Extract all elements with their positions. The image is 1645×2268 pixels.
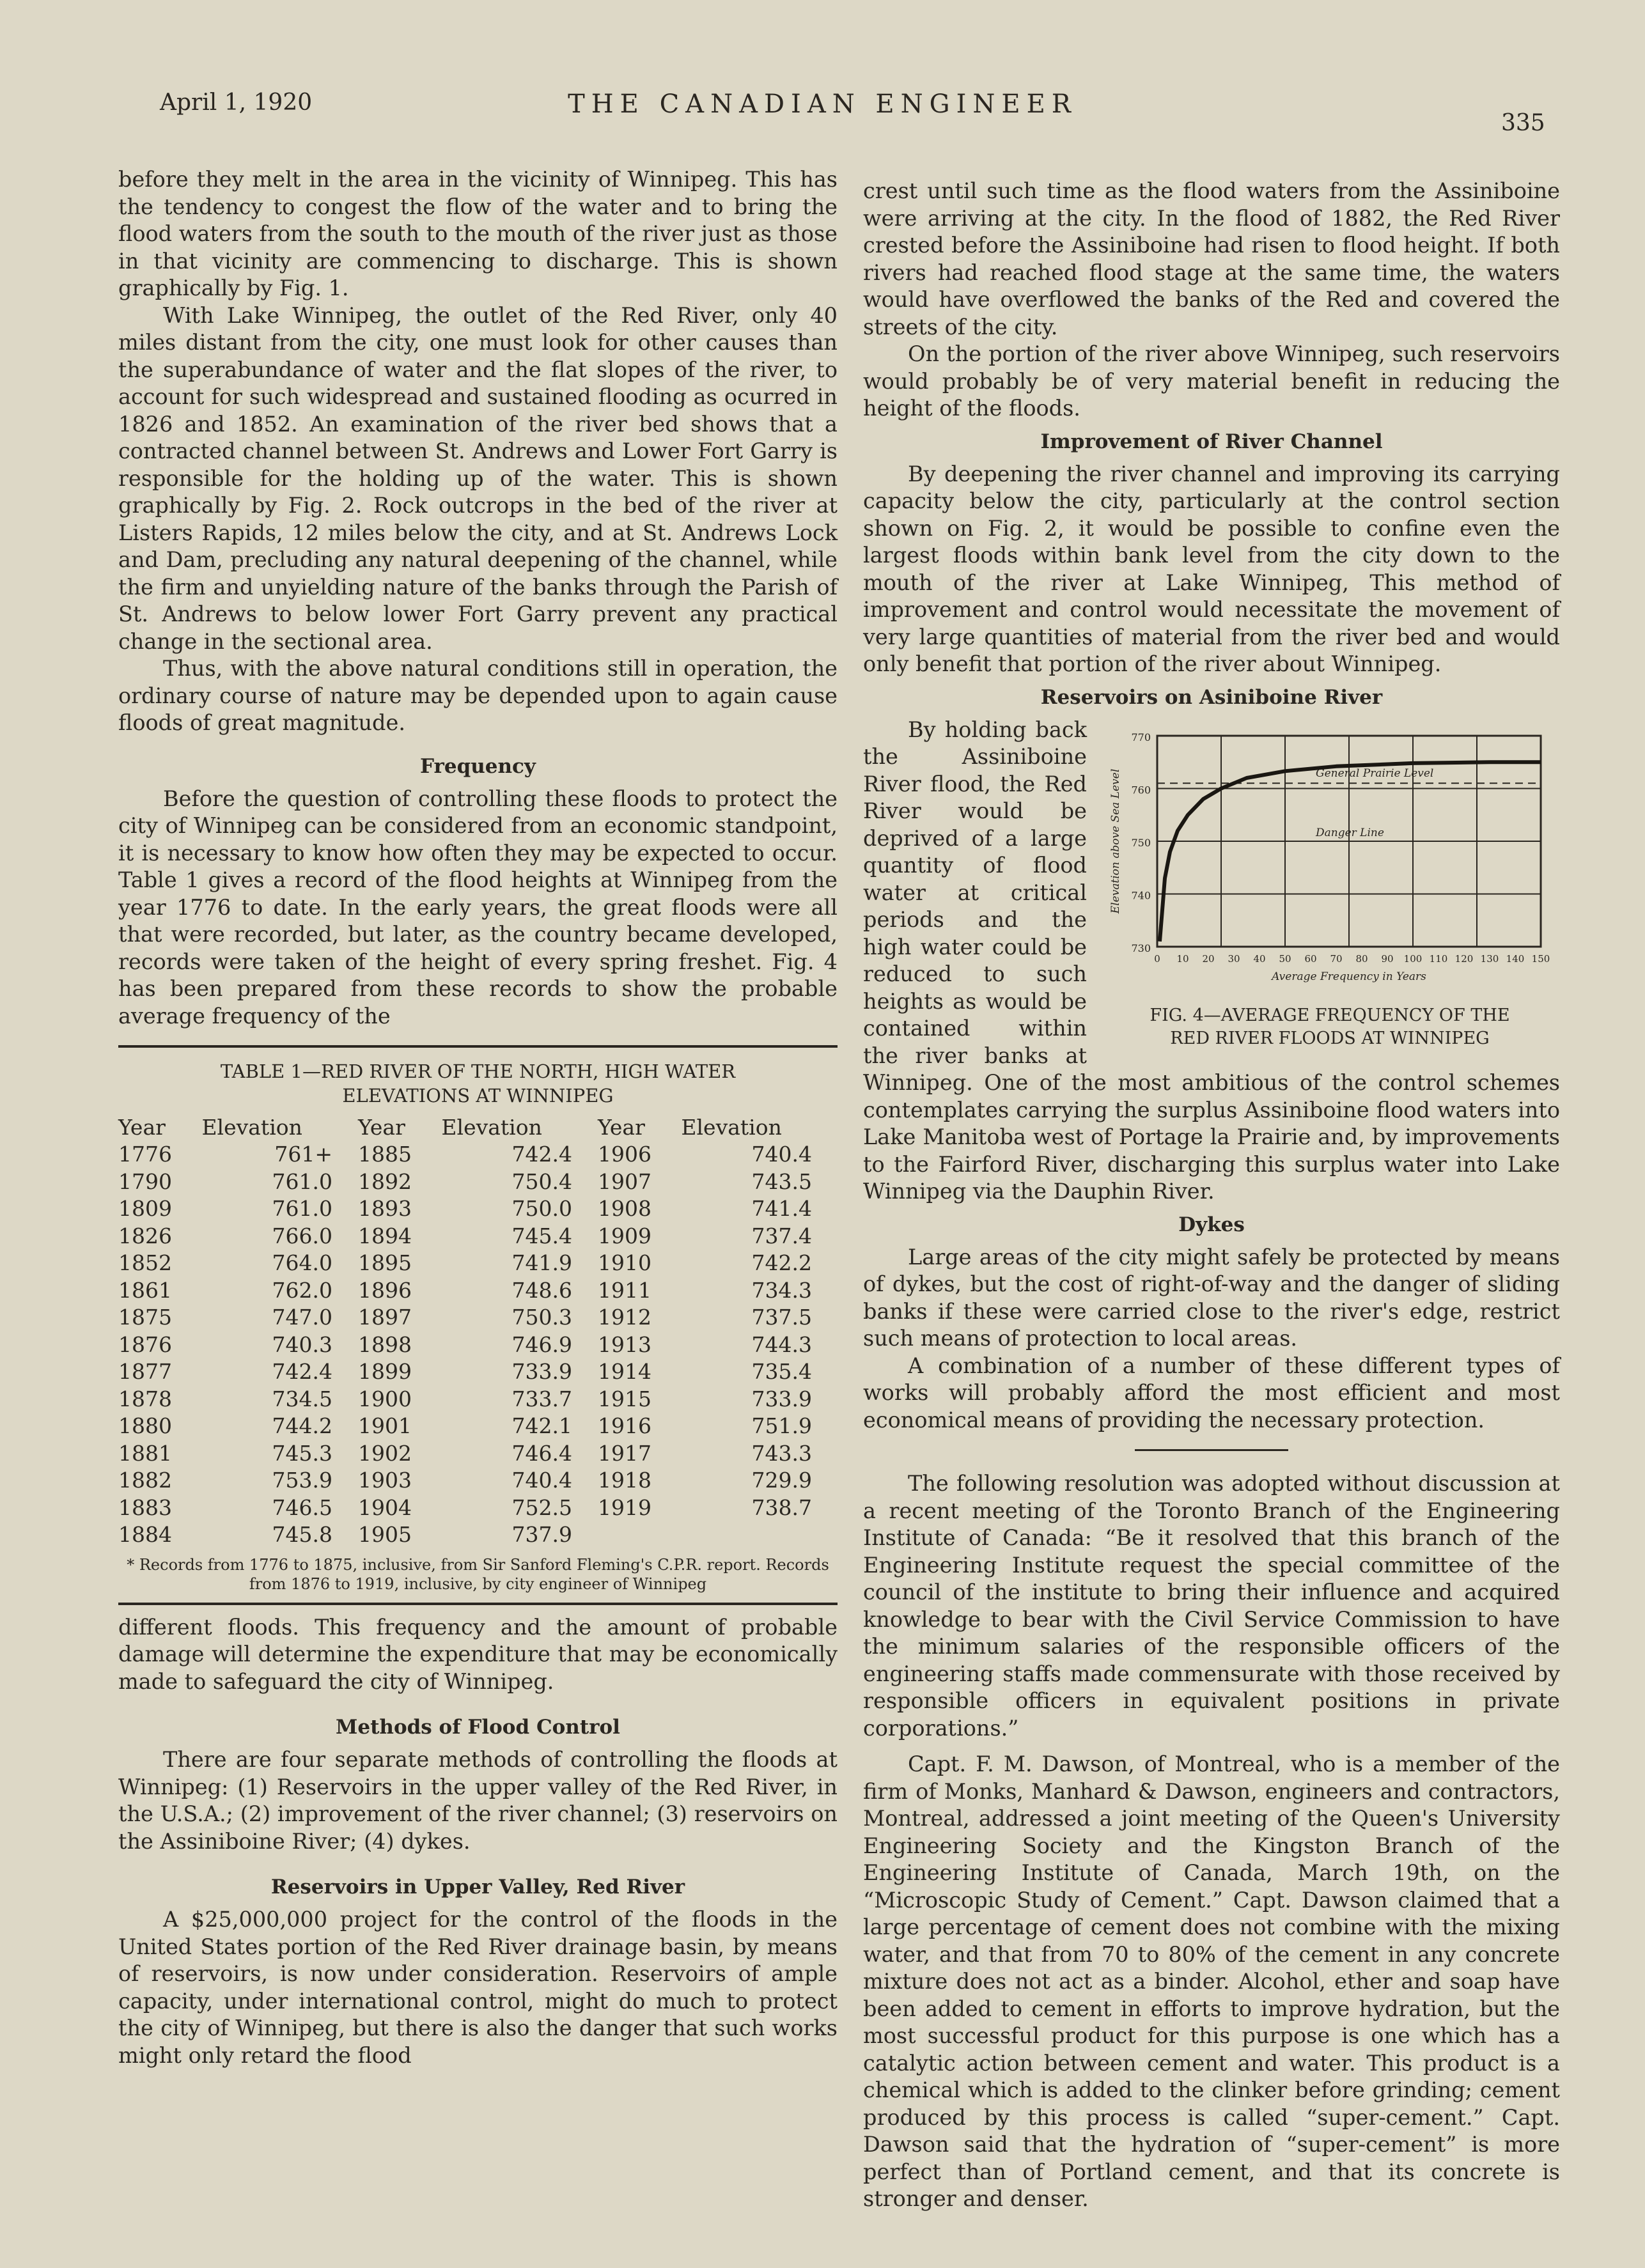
- year-cell: 1875: [118, 1305, 172, 1330]
- year-cell: 1861: [118, 1277, 172, 1303]
- y-tick-label: 760: [1131, 784, 1151, 796]
- year-cell: 1897: [357, 1305, 412, 1330]
- paragraph: There are four separate methods of controlling the floods at Winnipeg: (1) Reservoirs in the upper valley of the Red River, in the U.S.A.; (2) improvement of the river channel; (3) reservoirs on the Assiniboine River; (4) dykes.: [118, 1747, 838, 1854]
- elevation-cell: 751.9: [751, 1413, 812, 1438]
- elevation-cell: 750.0: [511, 1196, 572, 1221]
- elevation-cell: 743.3: [751, 1440, 812, 1466]
- section-heading: Methods of Flood Control: [336, 1716, 620, 1739]
- table-row: [118, 1358, 838, 1386]
- paragraph: Thus, with the above natural conditions still in operation, the ordinary course of nature may be depended upon to again cause floods of great magnitude.: [118, 656, 838, 735]
- year-cell: 1883: [118, 1495, 172, 1520]
- elevation-cell: 738.7: [751, 1495, 812, 1520]
- elevation-cell: 743.5: [751, 1169, 812, 1194]
- table-header-row: [118, 1114, 838, 1141]
- elevation-cell: 740.4: [751, 1142, 812, 1167]
- year-cell: 1893: [357, 1196, 412, 1221]
- year-cell: 1904: [357, 1495, 412, 1520]
- x-tick-label: 110: [1429, 952, 1448, 965]
- year-cell: 1903: [357, 1468, 412, 1493]
- table-title-line: TABLE 1—RED RIVER OF THE NORTH, HIGH WATER: [220, 1060, 736, 1082]
- year-cell: 1905: [357, 1522, 412, 1547]
- elevation-cell: 737.9: [511, 1522, 572, 1547]
- paragraph: The following resolution was adopted without discussion at a recent meeting of the Toronto Branch of the Engineering Institute of Canada: “Be it resolved that this branch of the Engineering Institute request the special committee of the council of the institute to bring their influence and acquired knowledge to bear with the Civil Service Commission to have the minimum salaries of the responsible officers of the engineering staffs made commensurate with those received by responsible officers in equivalent positions in private corporations.”: [863, 1471, 1560, 1741]
- paragraph: before they melt in the area in the vicinity of Winnipeg. This has the tendency to congest the flow of the water and to bring the flood waters from the south to the mouth of the river just as those in that vicinity are commencing to discharge. This is shown graphically by Fig. 1.: [118, 167, 838, 300]
- x-tick-label: 50: [1279, 952, 1291, 965]
- year-cell: 1916: [597, 1413, 651, 1438]
- paragraph: Capt. F. M. Dawson, of Montreal, who is a member of the firm of Monks, Manhard & Dawson, engineers and contractors, Montreal, addressed a joint meeting of the Queen's University Engineering Society and the Kingston Branch of the Engineering Institute of Canada, March 19th, on the “Microscopic Study of Cement.” Capt. Dawson claimed that a large percentage of cement does not combine with the mixing water, and that from 70 to 80% of the cement in any concrete mixture does not act as a binder. Alcohol, ether and soap have been added to cement in efforts to improve hydration, but the most successful product for this purpose is one which has a catalytic action between cement and water. This product is a chemical which is added to the clinker before grinding; cement produced by this process is called “super-cement.” Capt. Dawson said that the hydration of “super-cement” is more perfect than of Portland cement, and that its concrete is stronger and denser.: [863, 1751, 1560, 2211]
- table-row: [118, 1169, 838, 1196]
- year-cell: 1915: [597, 1386, 651, 1411]
- elevation-cell: 761.0: [272, 1196, 332, 1221]
- y-tick-label: 740: [1131, 889, 1151, 901]
- x-tick-label: 100: [1403, 952, 1423, 965]
- paragraph: Large areas of the city might safely be protected by means of dykes, but the cost of right-of-way and the danger of sliding banks if these were carried close to the river's edge, restrict such means of protection to local areas.: [863, 1244, 1560, 1351]
- year-cell: 1894: [357, 1223, 412, 1248]
- paragraph: different floods. This frequency and the amount of probable damage will determine the expenditure that may be economically made to safeguard the city of Winnipeg.: [118, 1614, 838, 1694]
- table-rule-bottom: [118, 1603, 838, 1605]
- page-number: 335: [1501, 110, 1545, 136]
- table-row: [118, 1521, 838, 1549]
- year-cell: 1852: [118, 1250, 172, 1275]
- caption-line: FIG. 4—AVERAGE FREQUENCY OF THE: [1150, 1006, 1510, 1025]
- year-cell: 1876: [118, 1332, 172, 1357]
- year-cell: 1912: [597, 1305, 651, 1330]
- table-row: [118, 1495, 838, 1522]
- year-cell: 1880: [118, 1413, 172, 1438]
- col-year: Year: [357, 1115, 405, 1140]
- figure-4: [1100, 723, 1560, 1051]
- section-heading: Dykes: [1178, 1213, 1245, 1236]
- year-cell: 1911: [597, 1277, 651, 1303]
- paragraph: Before the question of controlling these floods to protect the city of Winnipeg can be considered from an economic standpoint, it is necessary to know how often they may be expected to occur. Table 1 gives a record of the flood heights at Winnipeg from the year 1776 to date. In the early years, the great floods were all that were recorded, but later, as the country became developed, records were taken of the height of every spring freshet. Fig. 4 has been prepared from these records to show the probable average frequency of the: [118, 786, 838, 1029]
- elevation-cell: 737.5: [751, 1305, 812, 1330]
- year-cell: 1908: [597, 1196, 651, 1221]
- elevation-cell: 742.2: [751, 1250, 812, 1275]
- col-year: Year: [597, 1115, 645, 1140]
- table-title: [118, 1059, 838, 1108]
- elevation-cell: 734.5: [272, 1386, 332, 1411]
- elevation-cell: 753.9: [272, 1468, 332, 1493]
- table-note: * Records from 1776 to 1875, inclusive, from Sir Sanford Fleming's C.P.R. report. Records from 1876 to 1919, inclusive, by city engineer of Winnipeg: [127, 1555, 829, 1593]
- elevation-cell: 745.4: [511, 1223, 572, 1248]
- x-tick-label: 10: [1176, 952, 1189, 965]
- year-cell: 1907: [597, 1169, 651, 1194]
- elevation-cell: 740.4: [511, 1468, 572, 1493]
- year-cell: 1826: [118, 1223, 172, 1248]
- x-tick-label: 150: [1531, 952, 1550, 965]
- x-tick-label: 90: [1381, 952, 1394, 965]
- y-tick-label: 770: [1131, 731, 1151, 743]
- year-cell: 1919: [597, 1495, 651, 1520]
- year-cell: 1900: [357, 1386, 412, 1411]
- x-tick-label: 120: [1454, 952, 1474, 965]
- divider: [1135, 1449, 1288, 1451]
- elevation-cell: 761+: [274, 1142, 332, 1167]
- year-cell: 1885: [357, 1142, 412, 1167]
- x-tick-label: 0: [1154, 952, 1160, 965]
- elevation-cell: 746.4: [511, 1440, 572, 1466]
- elevation-cell: 735.4: [751, 1359, 812, 1384]
- paragraph: A $25,000,000 project for the control of the floods in the United States portion of the Red River drainage basin, by means of reservoirs, is now under consideration. Reservoirs of ample capacity, under international control, might do much to protect the city of Winnipeg, but there is also the danger that such works might only retard the flood: [118, 1907, 838, 2068]
- x-tick-label: 40: [1253, 952, 1266, 965]
- paragraph: crest until such time as the flood waters from the Assiniboine were arriving at the city. In the flood of 1882, the Red River crested before the Assiniboine had risen to flood height. If both rivers had reached flood stage at the same time, the waters would have overflowed the banks of the Red and covered the streets of the city.: [863, 178, 1560, 339]
- elevation-cell: 733.9: [511, 1359, 572, 1384]
- table-row: [118, 1386, 838, 1413]
- elevation-cell: 747.0: [272, 1305, 332, 1330]
- elevation-cell: 748.6: [511, 1277, 572, 1303]
- year-cell: 1895: [357, 1250, 412, 1275]
- table-row: [118, 1440, 838, 1468]
- elevation-cell: 741.9: [511, 1250, 572, 1275]
- elevation-cell: 764.0: [272, 1250, 332, 1275]
- year-cell: 1790: [118, 1169, 172, 1194]
- year-cell: 1909: [597, 1223, 651, 1248]
- elevation-cell: 744.3: [751, 1332, 812, 1357]
- year-cell: 1906: [597, 1142, 651, 1167]
- elevation-cell: 740.3: [272, 1332, 332, 1357]
- danger-line-label: Danger Line: [1316, 826, 1384, 839]
- prairie-level-label: General Prairie Level: [1316, 766, 1434, 780]
- year-cell: [598, 1521, 681, 1549]
- year-cell: 1898: [357, 1332, 412, 1357]
- table-title-line: ELEVATIONS AT WINNIPEG: [342, 1085, 614, 1107]
- right-column: [863, 178, 1560, 2213]
- elevation-cell: 762.0: [272, 1277, 332, 1303]
- year-cell: 1896: [357, 1277, 412, 1303]
- elevation-cell: 734.3: [751, 1277, 812, 1303]
- table-row: [118, 1223, 838, 1250]
- year-cell: 1878: [118, 1386, 172, 1411]
- year-cell: 1809: [118, 1196, 172, 1221]
- section-heading: Frequency: [420, 754, 536, 778]
- elevation-cell: 746.5: [272, 1495, 332, 1520]
- col-elevation: Elevation: [201, 1115, 302, 1140]
- year-cell: 1917: [597, 1440, 651, 1466]
- x-tick-label: 30: [1228, 952, 1240, 965]
- frequency-chart: [1100, 723, 1560, 998]
- year-cell: 1882: [118, 1468, 172, 1493]
- left-column: [118, 166, 838, 2069]
- x-tick-label: 80: [1355, 952, 1368, 965]
- paragraph: On the portion of the river above Winnipeg, such reservoirs would probably be of very material benefit in reducing the height of the floods.: [863, 341, 1560, 421]
- table-rule-top: [118, 1045, 838, 1048]
- elevation-cell: 766.0: [272, 1223, 332, 1248]
- year-cell: 1877: [118, 1359, 172, 1384]
- figure-caption: [1100, 1004, 1560, 1050]
- x-tick-label: 20: [1202, 952, 1215, 965]
- year-cell: 1881: [118, 1440, 172, 1466]
- paragraph: A combination of a number of these different types of works will probably afford the most efficient and most economical means of providing the necessary protection.: [863, 1353, 1560, 1433]
- table-row: [118, 1467, 838, 1495]
- elevation-cell: 729.9: [751, 1468, 812, 1493]
- paragraph: By deepening the river channel and improving its carrying capacity below the city, particularly at the control section shown on Fig. 2, it would be possible to confine even the largest floods within bank level from the city down to the mouth of the river at Lake Winnipeg, This method of improvement and control would necessitate the movement of very large quantities of material from the river bed and would only benefit that portion of the river about Winnipeg.: [863, 461, 1560, 676]
- elevation-cell: 744.2: [272, 1413, 332, 1438]
- section-heading: Improvement of River Channel: [1040, 430, 1383, 453]
- elevation-cell: 761.0: [272, 1169, 332, 1194]
- table-row: [118, 1195, 838, 1223]
- elevation-cell: 742.4: [511, 1142, 572, 1167]
- header-date: April 1, 1920: [160, 89, 313, 116]
- col-year: Year: [118, 1115, 166, 1140]
- elevation-cell: [681, 1521, 838, 1549]
- year-cell: 1902: [357, 1440, 412, 1466]
- flood-elevation-table: [118, 1114, 838, 1549]
- table-row: [118, 1250, 838, 1277]
- elevation-cell: 742.4: [272, 1359, 332, 1384]
- elevation-cell: 737.4: [751, 1223, 812, 1248]
- elevation-cell: 742.1: [511, 1413, 572, 1438]
- elevation-cell: 741.4: [751, 1196, 812, 1221]
- year-cell: 1901: [357, 1413, 412, 1438]
- y-tick-label: 750: [1131, 836, 1151, 849]
- elevation-cell: 750.4: [511, 1169, 572, 1194]
- caption-line: RED RIVER FLOODS AT WINNIPEG: [1170, 1029, 1490, 1048]
- elevation-cell: 746.9: [511, 1332, 572, 1357]
- y-tick-label: 730: [1131, 942, 1151, 954]
- x-tick-label: 60: [1304, 952, 1317, 965]
- elevation-cell: 733.9: [751, 1386, 812, 1411]
- elevation-cell: 733.7: [511, 1386, 572, 1411]
- year-cell: 1918: [597, 1468, 651, 1493]
- elevation-cell: 745.3: [272, 1440, 332, 1466]
- table-row: [118, 1413, 838, 1440]
- year-cell: 1914: [597, 1359, 651, 1384]
- x-axis-label: Average Frequency in Years: [1272, 970, 1426, 983]
- year-cell: 1892: [357, 1169, 412, 1194]
- y-axis-label: Elevation above Sea Level: [1109, 768, 1122, 913]
- col-elevation: Elevation: [441, 1115, 542, 1140]
- year-cell: 1776: [118, 1142, 172, 1167]
- section-heading: Reservoirs on Asiniboine River: [1040, 685, 1383, 709]
- table-row: [118, 1141, 838, 1169]
- elevation-cell: 745.8: [272, 1522, 332, 1547]
- x-tick-label: 70: [1330, 952, 1343, 965]
- header-title: THE CANADIAN ENGINEER: [568, 89, 1077, 119]
- year-cell: 1899: [357, 1359, 412, 1384]
- paragraph: With Lake Winnipeg, the outlet of the Red River, only 40 miles distant from the city, one must look for other causes than the superabundance of water and the flat slopes of the river, to account for such widespread and sustained flooding as ocurred in 1826 and 1852. An examination of the river bed shows that a contracted channel between St. Andrews and Lower Fort Garry is responsible for the holding up of the water. This is shown graphically by Fig. 2. Rock outcrops in the bed of the river at Listers Rapids, 12 miles below the city, and at St. Andrews Lock and Dam, precluding any natural deepening of the channel, while the firm and unyielding nature of the banks through the Parish of St. Andrews to below lower Fort Garry prevent any practical change in the sectional area.: [118, 302, 838, 654]
- year-cell: 1913: [597, 1332, 651, 1357]
- table-row: [118, 1277, 838, 1305]
- elevation-cell: 752.5: [511, 1495, 572, 1520]
- section-heading: Reservoirs in Upper Valley, Red River: [270, 1876, 685, 1899]
- table-row: [118, 1332, 838, 1359]
- paragraph: By holding back the Assiniboine River flood, the Red River would be deprived of a large quantity of flood water at critical periods and the high water could be reduced to such heights as would be contained within the river banks at Winnipeg. One of the most ambitious of the control schemes contemplates carrying the surplus Assiniboine flood waters into Lake Manitoba west of Portage la Prairie and, by improvements to the Fairford River, discharging this surplus water into Lake Winnipeg via the Dauphin River.: [863, 717, 1560, 1204]
- x-tick-label: 140: [1506, 952, 1525, 965]
- elevation-cell: 750.3: [511, 1305, 572, 1330]
- x-tick-label: 130: [1480, 952, 1499, 965]
- year-cell: 1884: [118, 1522, 172, 1547]
- col-elevation: Elevation: [681, 1115, 782, 1140]
- year-cell: 1910: [597, 1250, 651, 1275]
- table-row: [118, 1304, 838, 1332]
